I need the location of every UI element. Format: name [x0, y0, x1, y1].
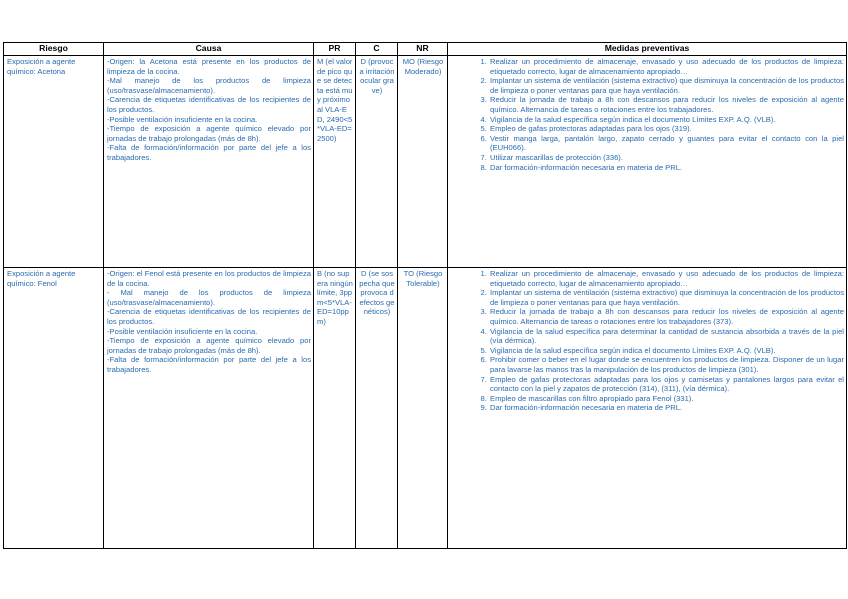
- medida-item: 6. Prohibir comer o beber en el lugar donde se encuentren los productos de limpieza. Disponer de un lugar para lavarse las manos tras la manipulación de los productos de limpieza (301).: [489, 355, 844, 374]
- causa-line: -Posible ventilación insuficiente en la cocina.: [107, 326, 258, 336]
- medida-item: 8. Empleo de mascarillas con filtro apropiado para Fenol (331).: [489, 394, 844, 404]
- header-pr: PR: [314, 43, 356, 56]
- header-nr: NR: [398, 43, 448, 56]
- medida-item: 5. Vigilancia de la salud específica según indica el documento Límites EXP. A.Q. (VLB).: [489, 346, 844, 356]
- causa-line: -Carencia de etiquetas identificativas de los recipientes de los productos.: [107, 95, 311, 114]
- medida-item: 8. Dar formación-información necesaria en materia de PRL.: [489, 163, 844, 173]
- causa-line: - Mal manejo de los productos de limpieza (uso/trasvase/almacenamiento).: [107, 288, 311, 307]
- medida-item: 4. Vigilancia de la salud específica según indica el documento Límites EXP. A.Q. (VLB).: [489, 115, 844, 125]
- table-row-acetona: [4, 56, 847, 268]
- medida-item: 7. Utilizar mascarillas de protección (336).: [489, 153, 844, 163]
- header-riesgo: Riesgo: [4, 43, 104, 56]
- cell-pr: M (el valor de pico que se detecta está muy próximo al VLA-ED, 2490<5*VLA-ED=2500): [314, 56, 356, 268]
- medidas-list: [451, 269, 844, 413]
- causa-line: -Origen: el Fenol está presente en los productos de limpieza de la cocina.: [107, 269, 311, 288]
- medida-item: 4. Vigilancia de la salud específica para determinar la cantidad de sustancia absorbida a través de la piel (vía dérmica).: [489, 327, 844, 346]
- cell-nr: MO (Riesgo Moderado): [398, 56, 448, 268]
- medida-item: 3. Reducir la jornada de trabajo a 8h con descansos para reducir los niveles de exposición al agente químico. Alternancia de tareas o rotaciones entre los trabajadores (373).: [489, 307, 844, 326]
- medida-item: 1. Realizar un procedimiento de almacenaje, envasado y uso adecuado de los productos de limpieza: etiquetado correcto, lugar de almacenamiento apropiado…: [489, 269, 844, 288]
- causa-line: -Posible ventilación insuficiente en la cocina.: [107, 114, 258, 124]
- cell-c: D (provoca irritación ocular grave): [356, 56, 398, 268]
- cell-riesgo: Exposición a agente químico: Fenol: [4, 268, 104, 549]
- table-header: [4, 43, 847, 56]
- medida-item: 9. Dar formación-información necesaria en materia de PRL.: [489, 403, 844, 413]
- causa-line: -Carencia de etiquetas identificativas de los recipientes de los productos.: [107, 307, 311, 326]
- medida-item: 3. Reducir la jornada de trabajo a 8h con descansos para reducir los niveles de exposición al agente químico. Alternancia de tareas o rotaciones entre los trabajadores.: [489, 95, 844, 114]
- medida-item: 6. Vestir manga larga, pantalón largo, zapato cerrado y guantes para evitar el contacto con la piel (EUH066).: [489, 134, 844, 153]
- header-causa: Causa: [104, 43, 314, 56]
- medida-item: 7. Empleo de gafas protectoras adaptadas para los ojos y camisetas y pantalones largos para evitar el contacto con la piel y zapatos de protección (314), (311), (vía dérmica).: [489, 375, 844, 394]
- cell-medidas: [448, 56, 847, 268]
- header-row: [4, 43, 847, 56]
- causa-line: -Tiempo de exposición a agente químico elevado por jornadas de trabajo prolongadas (más de 8h).: [107, 336, 311, 355]
- medida-item: 2. Implantar un sistema de ventilación (sistema extractivo) que disminuya la concentración de los productos de limpieza o poner ventanas para que haya ventilación.: [489, 288, 844, 307]
- cell-causa: [104, 268, 314, 549]
- header-c: C: [356, 43, 398, 56]
- medida-item: 5. Empleo de gafas protectoras adaptadas para los ojos (319).: [489, 124, 844, 134]
- cell-riesgo: Exposición a agente químico: Acetona: [4, 56, 104, 268]
- cell-pr: B (no supera ningún límite, 3ppm<5*VLA-ED=10ppm): [314, 268, 356, 549]
- causa-line: -Mal manejo de los productos de limpieza (uso/trasvase/almacenamiento).: [107, 76, 311, 95]
- cell-medidas: [448, 268, 847, 549]
- medidas-list: [451, 57, 844, 172]
- cell-nr: TO (Riesgo Tolerable): [398, 268, 448, 549]
- cell-causa: [104, 56, 314, 268]
- causa-line: -Tiempo de exposición a agente químico elevado por jornadas de trabajo prolongadas (más de 8h).: [107, 124, 311, 143]
- causa-line: -Falta de formación/información por parte del jefe a los trabajadores.: [107, 355, 311, 374]
- header-medidas: Medidas preventivas: [448, 43, 847, 56]
- causa-line: -Falta de formación/información por parte del jefe a los trabajadores.: [107, 143, 311, 162]
- risk-assessment-table: [3, 42, 847, 549]
- table-row-fenol: [4, 268, 847, 549]
- medida-item: 2. Implantar un sistema de ventilación (sistema extractivo) que disminuya la concentración de los productos de limpieza o poner ventanas para que haya ventilación.: [489, 76, 844, 95]
- causa-line: -Origen: la Acetona está presente en los productos de limpieza de la cocina.: [107, 57, 311, 76]
- cell-c: D (se sospecha que provoca defectos genéticos): [356, 268, 398, 549]
- medida-item: 1. Realizar un procedimiento de almacenaje, envasado y uso adecuado de los productos de limpieza: etiquetado correcto, lugar de almacenamiento apropiado…: [489, 57, 844, 76]
